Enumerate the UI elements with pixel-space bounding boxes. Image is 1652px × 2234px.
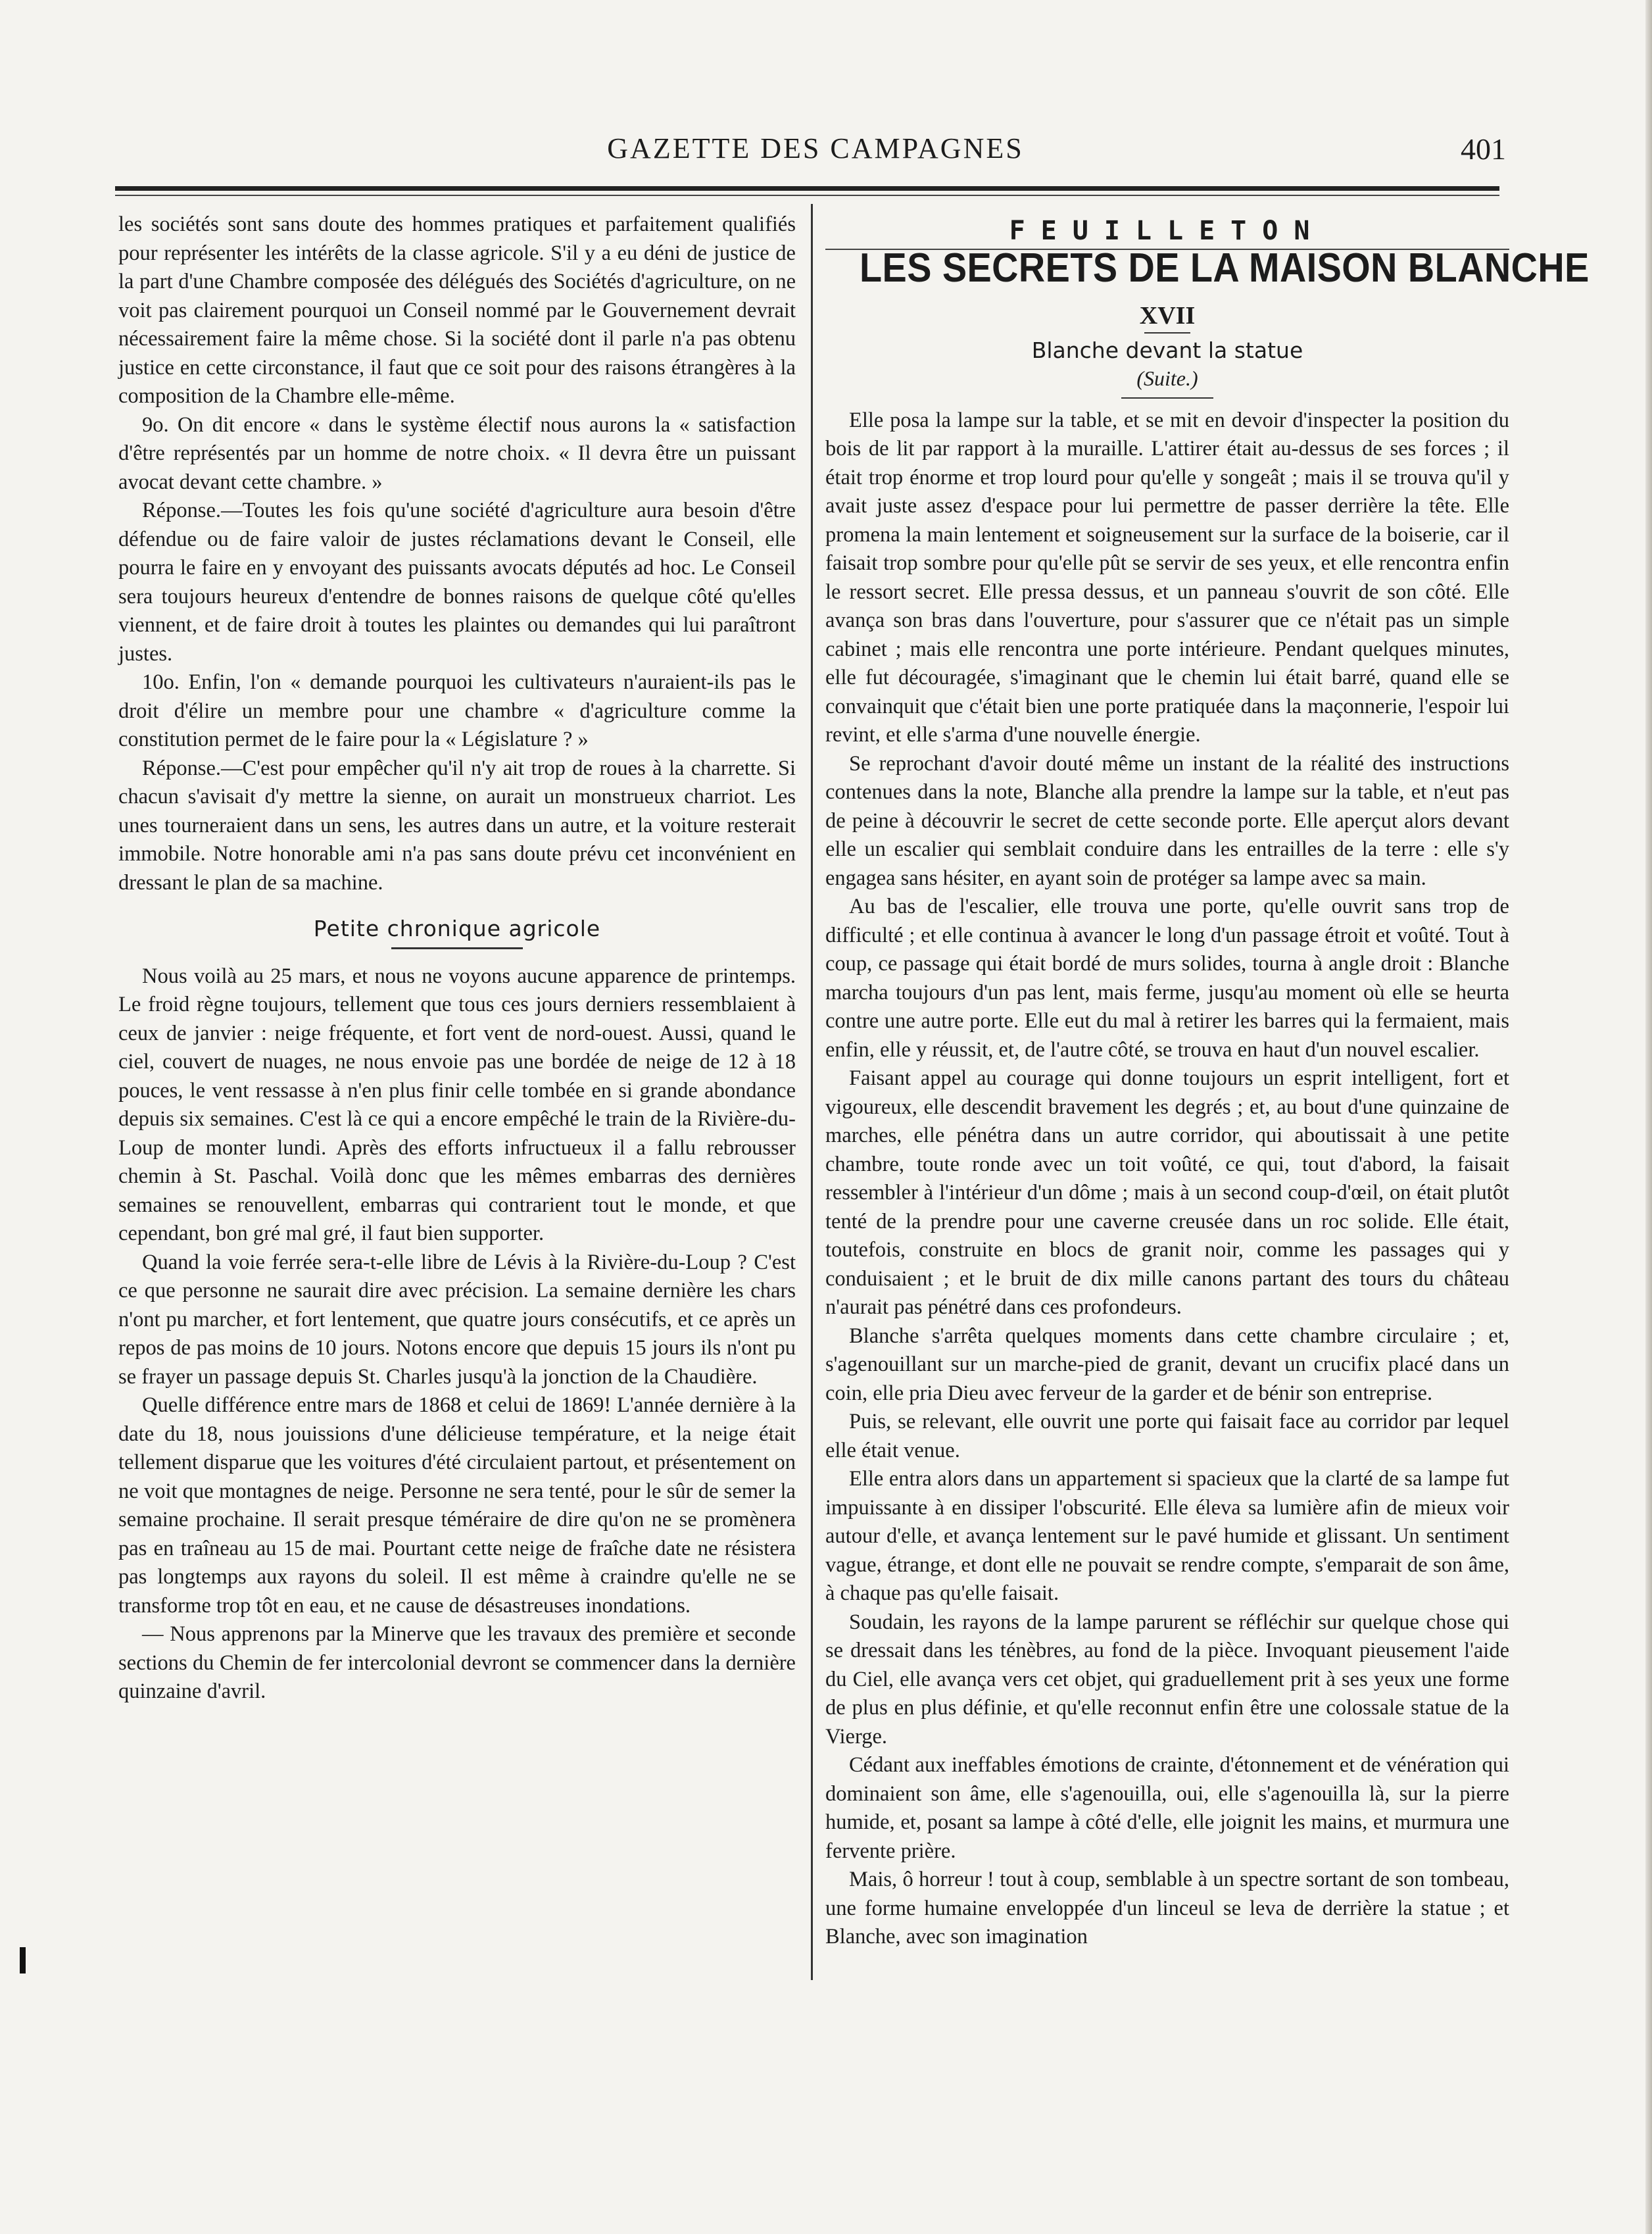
paragraph: Soudain, les rayons de la lampe parurent se réfléchir sur quelque chose qui se dressait dans les ténèbres, au fond de la pièce. Invoquant pieusement l'aide du Ciel, elle avança vers cet objet, qui graduellement prit à ses yeux une forme de plus en plus définie, et qu'elle reconnut enfin être une colossale statue de la Vierge. [825, 1610, 1509, 1749]
paragraph: Blanche s'arrêta quelques moments dans cette chambre circulaire ; et, s'agenouillant sur un marche-pied de granit, devant un crucifix placé dans un coin, elle pria Dieu avec ferveur de la garder et de bénir son entreprise. [825, 1324, 1509, 1405]
right-column [825, 211, 1590, 1952]
paragraph: Cédant aux ineffables émotions de crainte, d'étonnement et de vénération qui dominaient son âme, elle s'agenouilla, oui, elle s'agenouilla là, sur la pierre humide, et, posant sa lampe à côté d'elle, elle joignit les mains, et murmura une fervente prière. [825, 1753, 1509, 1863]
chapter-title: Blanche devant la statue [1031, 337, 1303, 363]
margin-mark [20, 1947, 26, 1973]
chronique-title-text: Petite chronique agricole [313, 916, 601, 941]
column-divider [811, 204, 813, 1980]
paragraph: 9o. On dit encore « dans le système électif nous aurons la « satisfaction d'être représentés par un homme de notre choix. « Il devra être un puissant avocat devant cette chambre. » [118, 412, 796, 494]
left-column [118, 211, 796, 1706]
page-number: 401 [1461, 132, 1506, 166]
story-title: LES SECRETS DE LA MAISON BLANCHE [860, 245, 1590, 291]
header-rule-thick [115, 186, 1499, 191]
feuilleton-label: FEUILLETON [825, 217, 1509, 250]
chapter-suite-text: (Suite.) [1136, 366, 1198, 390]
paragraph: les sociétés sont sans doute des hommes pratiques et parfaitement qualifiés pour représenter les intérêts de la classe agricole. S'il y a eu déni de justice de la part d'une Chambre composée des délégués des Sociétés d'agriculture, on ne voit pas clairement pourquoi un Conseil nommé par le Gouvernement devrait nécessairement faire la même chose. Si la société dont il parle n'a pas obtenu justice en cette circonstance, il faut que ce soit pour des raisons étrangères à la composition de la Chambre elle-même. [118, 212, 796, 408]
paragraph: Quand la voie ferrée sera-t-elle libre de Lévis à la Rivière-du-Loup ? C'est ce que personne ne saurait dire avec précision. La semaine dernière les chars n'ont pu marcher, et fort lentement, que quatre jours consécutifs, et ce après un repos de pas moins de 10 jours. Notons encore que depuis 15 jours ils n'ont pu se frayer un passage depuis St. Charles jusqu'à la jonction de la Chaudière. [118, 1250, 796, 1389]
paragraph: Faisant appel au courage qui donne toujours un esprit intelligent, fort et vigoureux, elle descendit bravement les degrés ; et, au bout d'une quinzaine de marches, elle pénétra dans un autre corridor, qui aboutissait à une petite chambre, toute ronde avec un toit voûté, ce qui, tout d'abord, la faisait ressembler à l'intérieur d'un dôme ; mais à un second coup-d'œil, on était plutôt tenté de la prendre pour une caverne creusée dans un roc solide. Elle était, toutefois, construite en blocs de granit noir, comme les passages qui y conduisaient ; et le bruit de dix mille canons partant des tours du château n'aurait pas pénétré dans ces profondeurs. [825, 1066, 1509, 1319]
paragraph: Elle entra alors dans un appartement si spacieux que la clarté de sa lampe fut impuissante à en dissiper l'obscurité. Elle éleva sa lumière afin de mieux voir autour d'elle, et avança lentement sur le pavé humide et glissant. Un sentiment vague, étrange, et dont elle ne pouvait se rendre compte, s'emparait de son âme, à chaque pas qu'elle faisait. [825, 1467, 1509, 1605]
paragraph: Puis, se relevant, elle ouvrit une porte qui faisait face au corridor par lequel elle était venue. [825, 1410, 1509, 1462]
page-edge-shadow [1645, 0, 1652, 2234]
page-header [125, 125, 1506, 171]
chapter-suite-underline [1121, 397, 1213, 399]
header-rule-thin [115, 195, 1499, 196]
paragraph: 10o. Enfin, l'on « demande pourquoi les cultivateurs n'auraient-ils pas le droit d'élire un membre pour une chambre « d'agriculture comme la constitution permet de le faire pour la « Législature ? » [118, 670, 796, 751]
paragraph: Mais, ô horreur ! tout à coup, semblable à un spectre sortant de son tombeau, une forme humaine enveloppée d'un linceul se leva de derrière la statue ; et Blanche, avec son imagination [825, 1868, 1509, 1949]
paragraph: — Nous apprenons par la Minerve que les travaux des première et seconde sections du Chemin de fer intercolonial devront se commencer dans la dernière quinzaine d'avril. [118, 1622, 796, 1703]
paragraph: Réponse.—Toutes les fois qu'une société d'agriculture aura besoin d'être défendue ou de faire valoir de justes réclamations devant le Conseil, elle pourra le faire en y envoyant des puissants avocats députés ad hoc. Le Conseil sera toujours heureux d'entendre de bonnes raisons de quelque côté qu'elles viennent, et de faire droit à toutes les plaintes ou demandes qui lui paraîtront justes. [118, 499, 796, 666]
chapter-number-underline [1144, 332, 1190, 334]
paragraph: Quelle différence entre mars de 1868 et celui de 1869! L'année dernière à la date du 18, nous jouissions d'une délicieuse température, et la neige était tellement disparue que les voitures d'été circulaient partout, et présentement on ne voit que montagnes de neige. Personne ne sera tenté, pour le sûr de semer la semaine prochaine. Il serait presque téméraire de dire qu'on ne se promènera pas en traîneau au 15 de mai. Pourtant cette neige de fraîche date ne résistera pas longtemps aux rayons du soleil. Il est même à craindre qu'elle ne se transforme trop tôt en eau, et ne cause de désastreuses inondations. [118, 1393, 796, 1618]
paragraph: Réponse.—C'est pour empêcher qu'il n'y ait trop de roues à la charrette. Si chacun s'avisait d'y mettre la sienne, on aurait un monstrueux charriot. Les unes tourneraient dans un sens, les autres dans un autre, et la voiture resterait immobile. Notre honorable ami n'a pas sans doute prévu cet inconvénient en dressant le plan de sa machine. [118, 756, 796, 895]
chapter-number-text: XVII [1139, 302, 1196, 330]
paragraph: Au bas de l'escalier, elle trouva une porte, qu'elle ouvrit sans trop de difficulté ; et elle continua à avancer le long d'un passage étroit et voûté. Tout à coup, ce passage qui était bordé de murs solides, tourna à angle droit : Blanche marcha toujours d'un pas lent, mais ferme, jusqu'au moment où elle se heurta contre une autre porte. Elle eut du mal à retirer les barres qui la fermaient, mais enfin, elle y réussit, et, de l'autre côté, se trouva en haut d'un nouvel escalier. [825, 895, 1509, 1062]
title-underline [391, 947, 523, 949]
paragraph: Elle posa la lampe sur la table, et se mit en devoir d'inspecter la position du bois de lit par rapport à la muraille. L'attirer était au-dessus de ses forces ; il était trop énorme et trop lourd pour qu'elle y songeât ; mais il se trouva qu'il y avait juste assez d'espace pour lui permettre de passer derrière la tête. Elle promena la main lentement et soigneusement sur la surface de la boiserie, car il faisait trop sombre pour qu'elle pût se servir de ses yeux, et elle rencontra enfin le ressort secret. Elle pressa dessus, et un panneau s'ouvrit de son côté. Elle avança son bras dans l'ouverture, pour s'assurer que ce n'était pas un simple cabinet ; mais elle rencontra une porte intérieure. Pendant quelques minutes, elle fut découragée, s'imaginant que le chemin lui était barré, quand elle se convainquit que c'était bien une porte pratiquée dans la maçonnerie, l'espoir lui revint, et elle s'arma d'une nouvelle énergie. [825, 408, 1509, 747]
chronique-section-title [118, 914, 796, 949]
paragraph: Nous voilà au 25 mars, et nous ne voyons aucune apparence de printemps. Le froid règne toujours, tellement que tous ces jours derniers ressemblaient à ceux de janvier : neige fréquente, et fort vent de nord-ouest. Aussi, quand le ciel, couvert de nuages, ne nous envoie pas une bordée de neige de 12 à 18 pouces, le vent ressasse à n'en plus finir celle tombée en si grande abondance depuis six semaines. C'est là ce qui a encore empêché le train de la Rivière-du-Loup de monter lundi. Après des efforts infructueux il a fallu rebrousser chemin à St. Paschal. Voilà donc que les mêmes embarras des dernières semaines se renouvellent, embarras qui contrarient tout le monde, et que cependant, bon gré mal gré, il faut bien supporter. [118, 964, 796, 1245]
chapter-number [825, 302, 1509, 334]
chapter-suite [825, 364, 1509, 399]
paragraph: Se reprochant d'avoir douté même un instant de la réalité des instructions contenues dans la note, Blanche alla prendre la lampe sur la table, et n'eut pas de peine à découvrir le secret de cette seconde porte. Elle aperçut alors devant elle un escalier qui semblait conduire dans les entrailles de la terre : elle s'y engagea sans hésiter, en ayant soin de protéger sa lampe avec sa main. [825, 751, 1509, 890]
gazette-title: GAZETTE DES CAMPAGNES [607, 132, 1024, 164]
